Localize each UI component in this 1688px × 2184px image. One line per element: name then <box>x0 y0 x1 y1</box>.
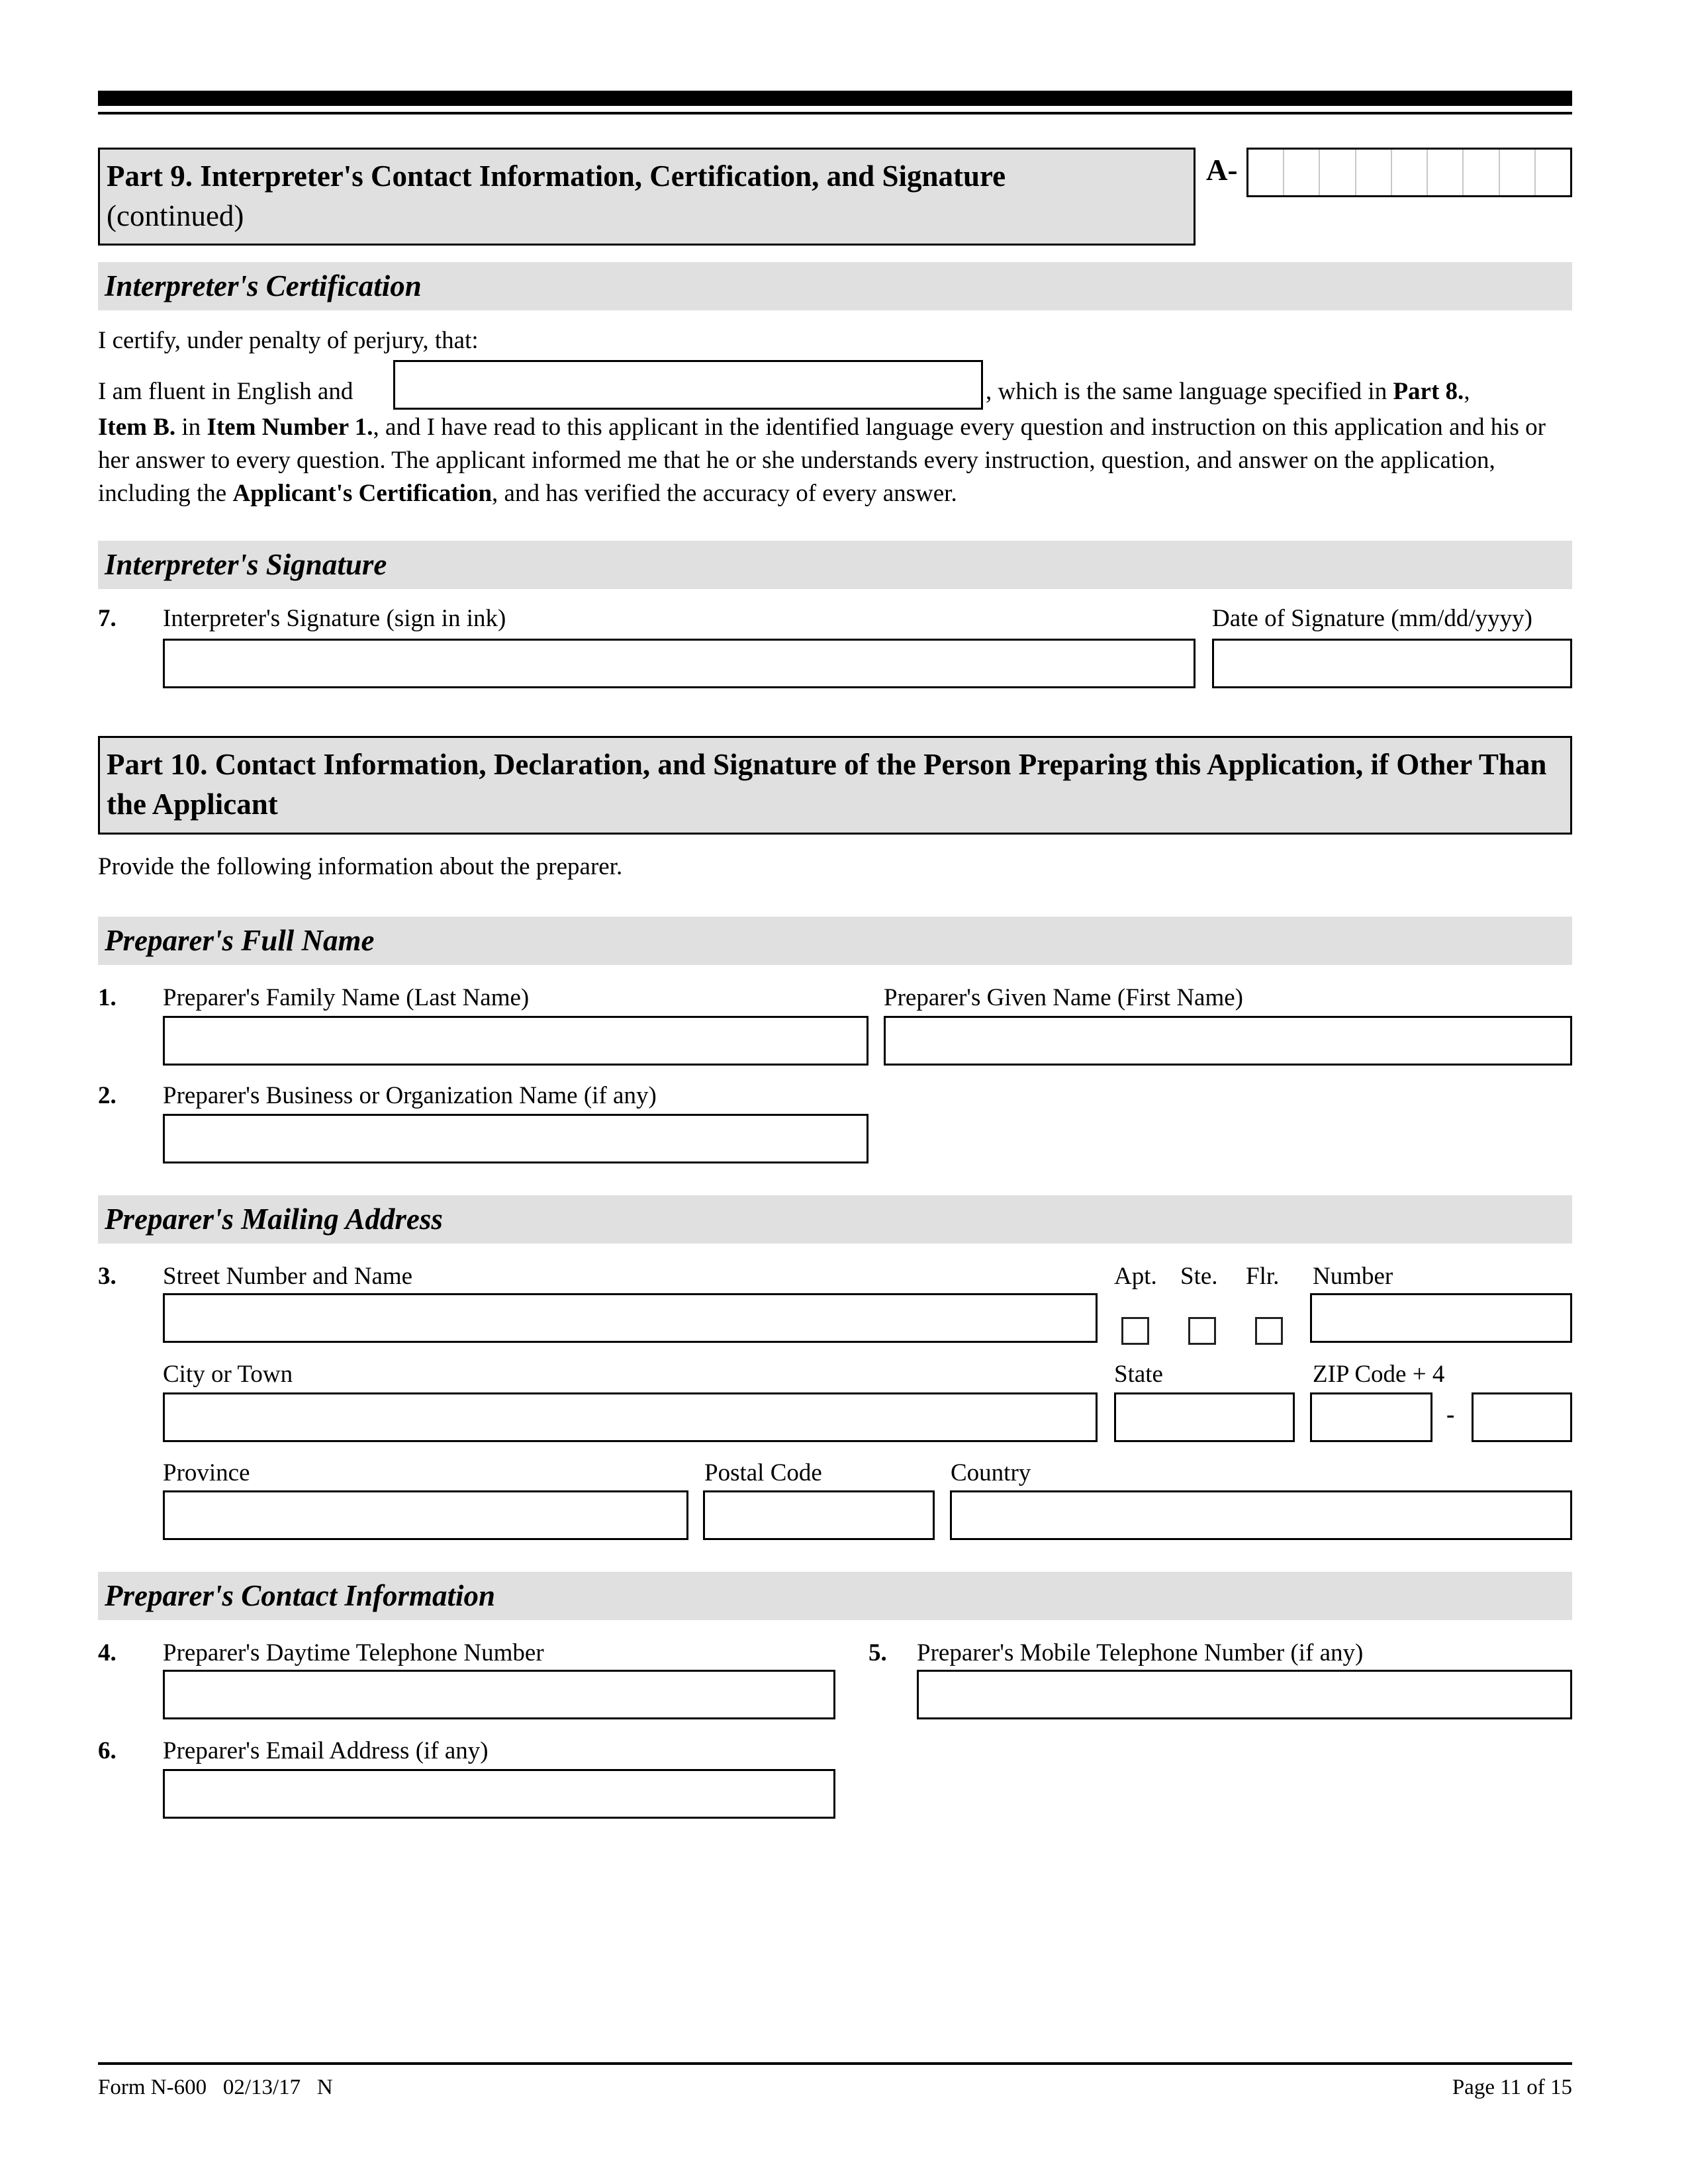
item-7-number: 7. <box>98 605 117 632</box>
item-2-number: 2. <box>98 1082 117 1109</box>
signature-date-input[interactable] <box>1214 641 1570 686</box>
city-label: City or Town <box>163 1361 293 1388</box>
street-input[interactable] <box>165 1295 1096 1341</box>
zip-input[interactable] <box>1312 1394 1430 1440</box>
given-name-label: Preparer's Given Name (First Name) <box>884 984 1243 1011</box>
ste-checkbox[interactable] <box>1188 1317 1216 1345</box>
preparer-contact-heading: Preparer's Contact Information <box>98 1572 1572 1620</box>
given-name-field[interactable] <box>884 1016 1572 1066</box>
language-suffix <box>986 377 1470 406</box>
item-1-number: 1. <box>98 984 117 1011</box>
city-field[interactable] <box>163 1392 1098 1442</box>
family-name-label: Preparer's Family Name (Last Name) <box>163 984 530 1011</box>
mobile-phone-label: Preparer's Mobile Telephone Number (if any) <box>917 1639 1364 1666</box>
language-input[interactable] <box>395 362 981 408</box>
number-label: Number <box>1313 1263 1393 1290</box>
a-number-cell[interactable] <box>1392 150 1428 195</box>
daytime-phone-input[interactable] <box>165 1672 833 1717</box>
a-number-label: A- <box>1206 154 1238 187</box>
part9-continued: (continued) <box>107 199 244 232</box>
city-input[interactable] <box>165 1394 1096 1440</box>
state-input[interactable] <box>1116 1394 1293 1440</box>
item-3-number: 3. <box>98 1263 117 1290</box>
daytime-phone-field[interactable] <box>163 1670 835 1719</box>
mobile-phone-field[interactable] <box>917 1670 1572 1719</box>
apt-label: Apt. <box>1114 1263 1157 1290</box>
header-thick-rule <box>98 91 1572 106</box>
a-number-cell[interactable] <box>1356 150 1392 195</box>
email-field[interactable] <box>163 1769 835 1819</box>
part10-header <box>98 736 1572 835</box>
interpreter-signature-field[interactable] <box>163 639 1196 688</box>
item-6-number: 6. <box>98 1737 117 1764</box>
state-field[interactable] <box>1114 1392 1295 1442</box>
signature-label: Interpreter's Signature (sign in ink) <box>163 605 506 632</box>
interpreter-signature-heading: Interpreter's Signature <box>98 541 1572 589</box>
part10-intro: Provide the following information about the preparer. <box>98 853 623 880</box>
applicant-certification-ref: Applicant's Certification <box>232 480 492 507</box>
province-label: Province <box>163 1459 250 1486</box>
postal-code-field[interactable] <box>703 1490 935 1540</box>
a-number-cell[interactable] <box>1464 150 1499 195</box>
interpreter-signature-input[interactable] <box>165 641 1194 686</box>
state-label: State <box>1114 1361 1163 1388</box>
date-of-signature-label: Date of Signature (mm/dd/yyyy) <box>1212 605 1532 632</box>
unit-number-input[interactable] <box>1312 1295 1570 1341</box>
province-field[interactable] <box>163 1490 688 1540</box>
zip-label: ZIP Code + 4 <box>1313 1361 1445 1388</box>
preparer-full-name-heading: Preparer's Full Name <box>98 917 1572 965</box>
a-number-cell[interactable] <box>1320 150 1356 195</box>
flr-label: Flr. <box>1246 1263 1280 1290</box>
a-number-cell[interactable] <box>1428 150 1464 195</box>
postal-code-input[interactable] <box>705 1492 933 1538</box>
country-label: Country <box>951 1459 1031 1486</box>
footer-rule <box>98 2062 1572 2065</box>
family-name-input[interactable] <box>165 1018 867 1064</box>
itemB-ref: Item B. <box>98 414 176 441</box>
zip4-input[interactable] <box>1474 1394 1570 1440</box>
mobile-phone-input[interactable] <box>919 1672 1570 1717</box>
item-4-number: 4. <box>98 1639 117 1666</box>
a-number-field[interactable] <box>1246 148 1572 197</box>
province-input[interactable] <box>165 1492 686 1538</box>
given-name-input[interactable] <box>886 1018 1570 1064</box>
country-input[interactable] <box>952 1492 1570 1538</box>
after-box-text: , which is the same language specified in <box>986 378 1393 405</box>
interpreter-certification-heading: Interpreter's Certification <box>98 262 1572 310</box>
postal-code-label: Postal Code <box>704 1459 822 1486</box>
a-number-cell[interactable] <box>1248 150 1284 195</box>
preparer-mailing-address-heading: Preparer's Mailing Address <box>98 1195 1572 1244</box>
part10-title: Part 10. Contact Information, Declaration, and Signature of the Person Preparing this Application, if Other Than the Applicant <box>107 748 1547 821</box>
street-label: Street Number and Name <box>163 1263 413 1290</box>
zip-field[interactable] <box>1310 1392 1432 1442</box>
a-number-cell[interactable] <box>1536 150 1570 195</box>
business-name-input[interactable] <box>165 1116 867 1161</box>
email-label: Preparer's Email Address (if any) <box>163 1737 489 1764</box>
zip4-field[interactable] <box>1472 1392 1572 1442</box>
certification-paragraph <box>98 411 1581 510</box>
certification-end: , and has verified the accuracy of every answer. <box>492 480 957 507</box>
item-number-ref: Item Number 1. <box>207 414 373 441</box>
fluent-prefix: I am fluent in English and <box>98 378 353 405</box>
item-5-number: 5. <box>868 1639 887 1666</box>
certify-intro: I certify, under penalty of perjury, that: <box>98 327 479 354</box>
unit-number-field[interactable] <box>1310 1293 1572 1343</box>
country-field[interactable] <box>950 1490 1572 1540</box>
apt-checkbox[interactable] <box>1121 1317 1149 1345</box>
form-id: Form N-600 02/13/17 N <box>98 2075 333 2099</box>
comma: , <box>1464 378 1470 405</box>
part8-ref: Part 8. <box>1393 378 1464 405</box>
header-thin-rule <box>98 112 1572 114</box>
certification-body: , and I have read to this applicant in the identified language every question and instruction on this application and his or her answer to every question. The applicant informed me that he or she understands every instruction, question, and answer on the application, including the <box>98 414 1546 507</box>
business-name-label: Preparer's Business or Organization Name (if any) <box>163 1082 657 1109</box>
email-input[interactable] <box>165 1771 833 1817</box>
ste-label: Ste. <box>1180 1263 1218 1290</box>
page-number: Page 11 of 15 <box>1452 2075 1572 2099</box>
signature-date-field[interactable] <box>1212 639 1572 688</box>
language-field[interactable] <box>393 360 983 410</box>
a-number-cell[interactable] <box>1500 150 1536 195</box>
part9-title: Part 9. Interpreter's Contact Information, Certification, and Signature <box>107 159 1006 193</box>
flr-checkbox[interactable] <box>1255 1317 1283 1345</box>
zip-dash: - <box>1446 1401 1455 1428</box>
daytime-phone-label: Preparer's Daytime Telephone Number <box>163 1639 544 1666</box>
street-field[interactable] <box>163 1293 1098 1343</box>
part9-header <box>98 148 1196 246</box>
business-name-field[interactable] <box>163 1114 868 1163</box>
a-number-cell[interactable] <box>1284 150 1320 195</box>
family-name-field[interactable] <box>163 1016 868 1066</box>
in-text: in <box>175 414 207 441</box>
